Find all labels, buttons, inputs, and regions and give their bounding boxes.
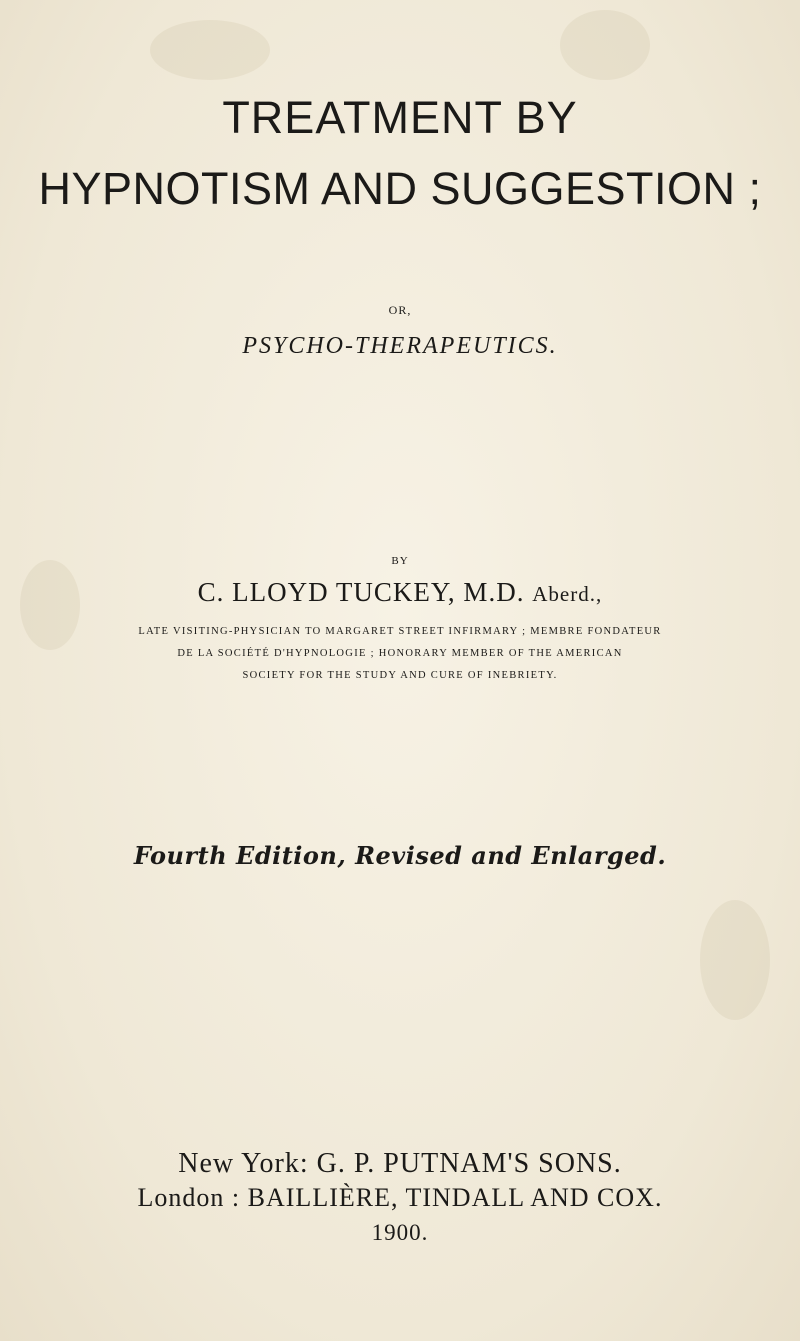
author-degree-place: Aberd.,: [532, 582, 603, 606]
publisher-london: [0, 1183, 800, 1213]
publisher-new-york: [0, 1148, 800, 1180]
author-name: C. LLOYD TUCKEY, M.D.: [197, 577, 525, 607]
publication-year: 1900.: [371, 1220, 429, 1245]
affiliation-line-1: LATE VISITING-PHYSICIAN TO MARGARET STREET INFIRMARY ; MEMBRE FONDATEUR: [138, 626, 662, 637]
by-label: BY: [391, 555, 409, 567]
title-or: OR,: [388, 303, 412, 317]
title-line-1: TREATMENT BY: [222, 92, 578, 143]
paper-stain: [150, 20, 270, 80]
publisher-london-name: BAILLIÈRE, TINDALL AND COX.: [247, 1183, 663, 1212]
edition-statement: Fourth Edition, Revised and Enlarged.: [133, 841, 667, 870]
paper-stain: [700, 900, 770, 1020]
publisher-ny-name: G. P. PUTNAM'S SONS.: [316, 1148, 622, 1179]
affiliation-line-3: SOCIETY FOR THE STUDY AND CURE OF INEBRIETY.: [242, 670, 558, 681]
affiliation-line-2: DE LA SOCIÉTÉ D'HYPNOLOGIE ; HONORARY MEMBER OF THE AMERICAN: [177, 648, 623, 659]
title-line-2: HYPNOTISM AND SUGGESTION ;: [38, 163, 762, 214]
author-line: [0, 577, 800, 608]
paper-stain: [560, 10, 650, 80]
publisher-ny-label: New York:: [178, 1148, 309, 1179]
subtitle: PSYCHO-THERAPEUTICS.: [242, 333, 558, 359]
publisher-london-label: London :: [137, 1183, 241, 1212]
